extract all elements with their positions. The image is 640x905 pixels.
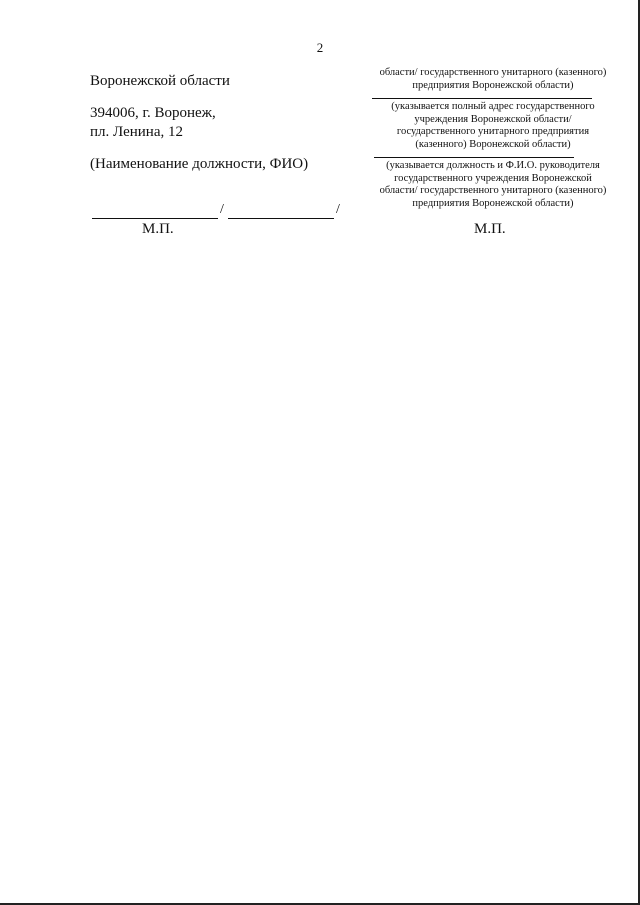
left-column: [90, 72, 360, 174]
right-address-note: [364, 101, 622, 151]
signature-line: [92, 218, 218, 219]
page-number: 2: [316, 40, 324, 55]
left-position-fio-line: (Наименование должности, ФИО): [90, 156, 309, 172]
left-region-text: [90, 72, 360, 91]
right-head-note-line-1: (указывается должность и Ф.И.О. руководителя: [386, 160, 600, 171]
right-address-note-line-2: учреждения Воронежской области/: [414, 113, 572, 125]
right-head-note-line-2: государственного учреждения Воронежской: [394, 172, 592, 184]
address-fill-line: [372, 98, 592, 99]
signature-slash-1: /: [220, 202, 224, 217]
signature-slash-2: /: [336, 202, 340, 217]
right-column: [364, 67, 622, 210]
left-position-fio: [90, 155, 360, 174]
left-address-line-1: 394006, г. Воронеж,: [90, 105, 216, 121]
right-head-note-line-3: области/ государственного унитарного (казенного): [379, 185, 607, 196]
left-address-line-2: пл. Ленина, 12: [90, 124, 183, 140]
right-address-note-line-3: государственного унитарного предприятия: [396, 126, 590, 137]
name-line: [228, 218, 334, 219]
right-head-note: [364, 160, 622, 210]
right-org-line-2: предприятия Воронежской области): [412, 79, 574, 91]
right-org-line-1: области/ государственного унитарного (казенного): [379, 67, 607, 78]
right-head-note-line-4: предприятия Воронежской области): [412, 197, 574, 209]
right-address-note-line-4: (казенного) Воронежской области): [415, 138, 571, 150]
left-seal-label: М.П.: [142, 221, 174, 237]
right-seal-label: М.П.: [474, 221, 506, 237]
left-region-line: Воронежской области: [90, 73, 230, 89]
left-address-block: [90, 104, 360, 142]
head-fill-line: [374, 157, 574, 158]
left-signature-row: [92, 204, 352, 222]
right-org-block: [364, 67, 622, 92]
right-address-note-line-1: (указывается полный адрес государственного: [391, 101, 595, 112]
